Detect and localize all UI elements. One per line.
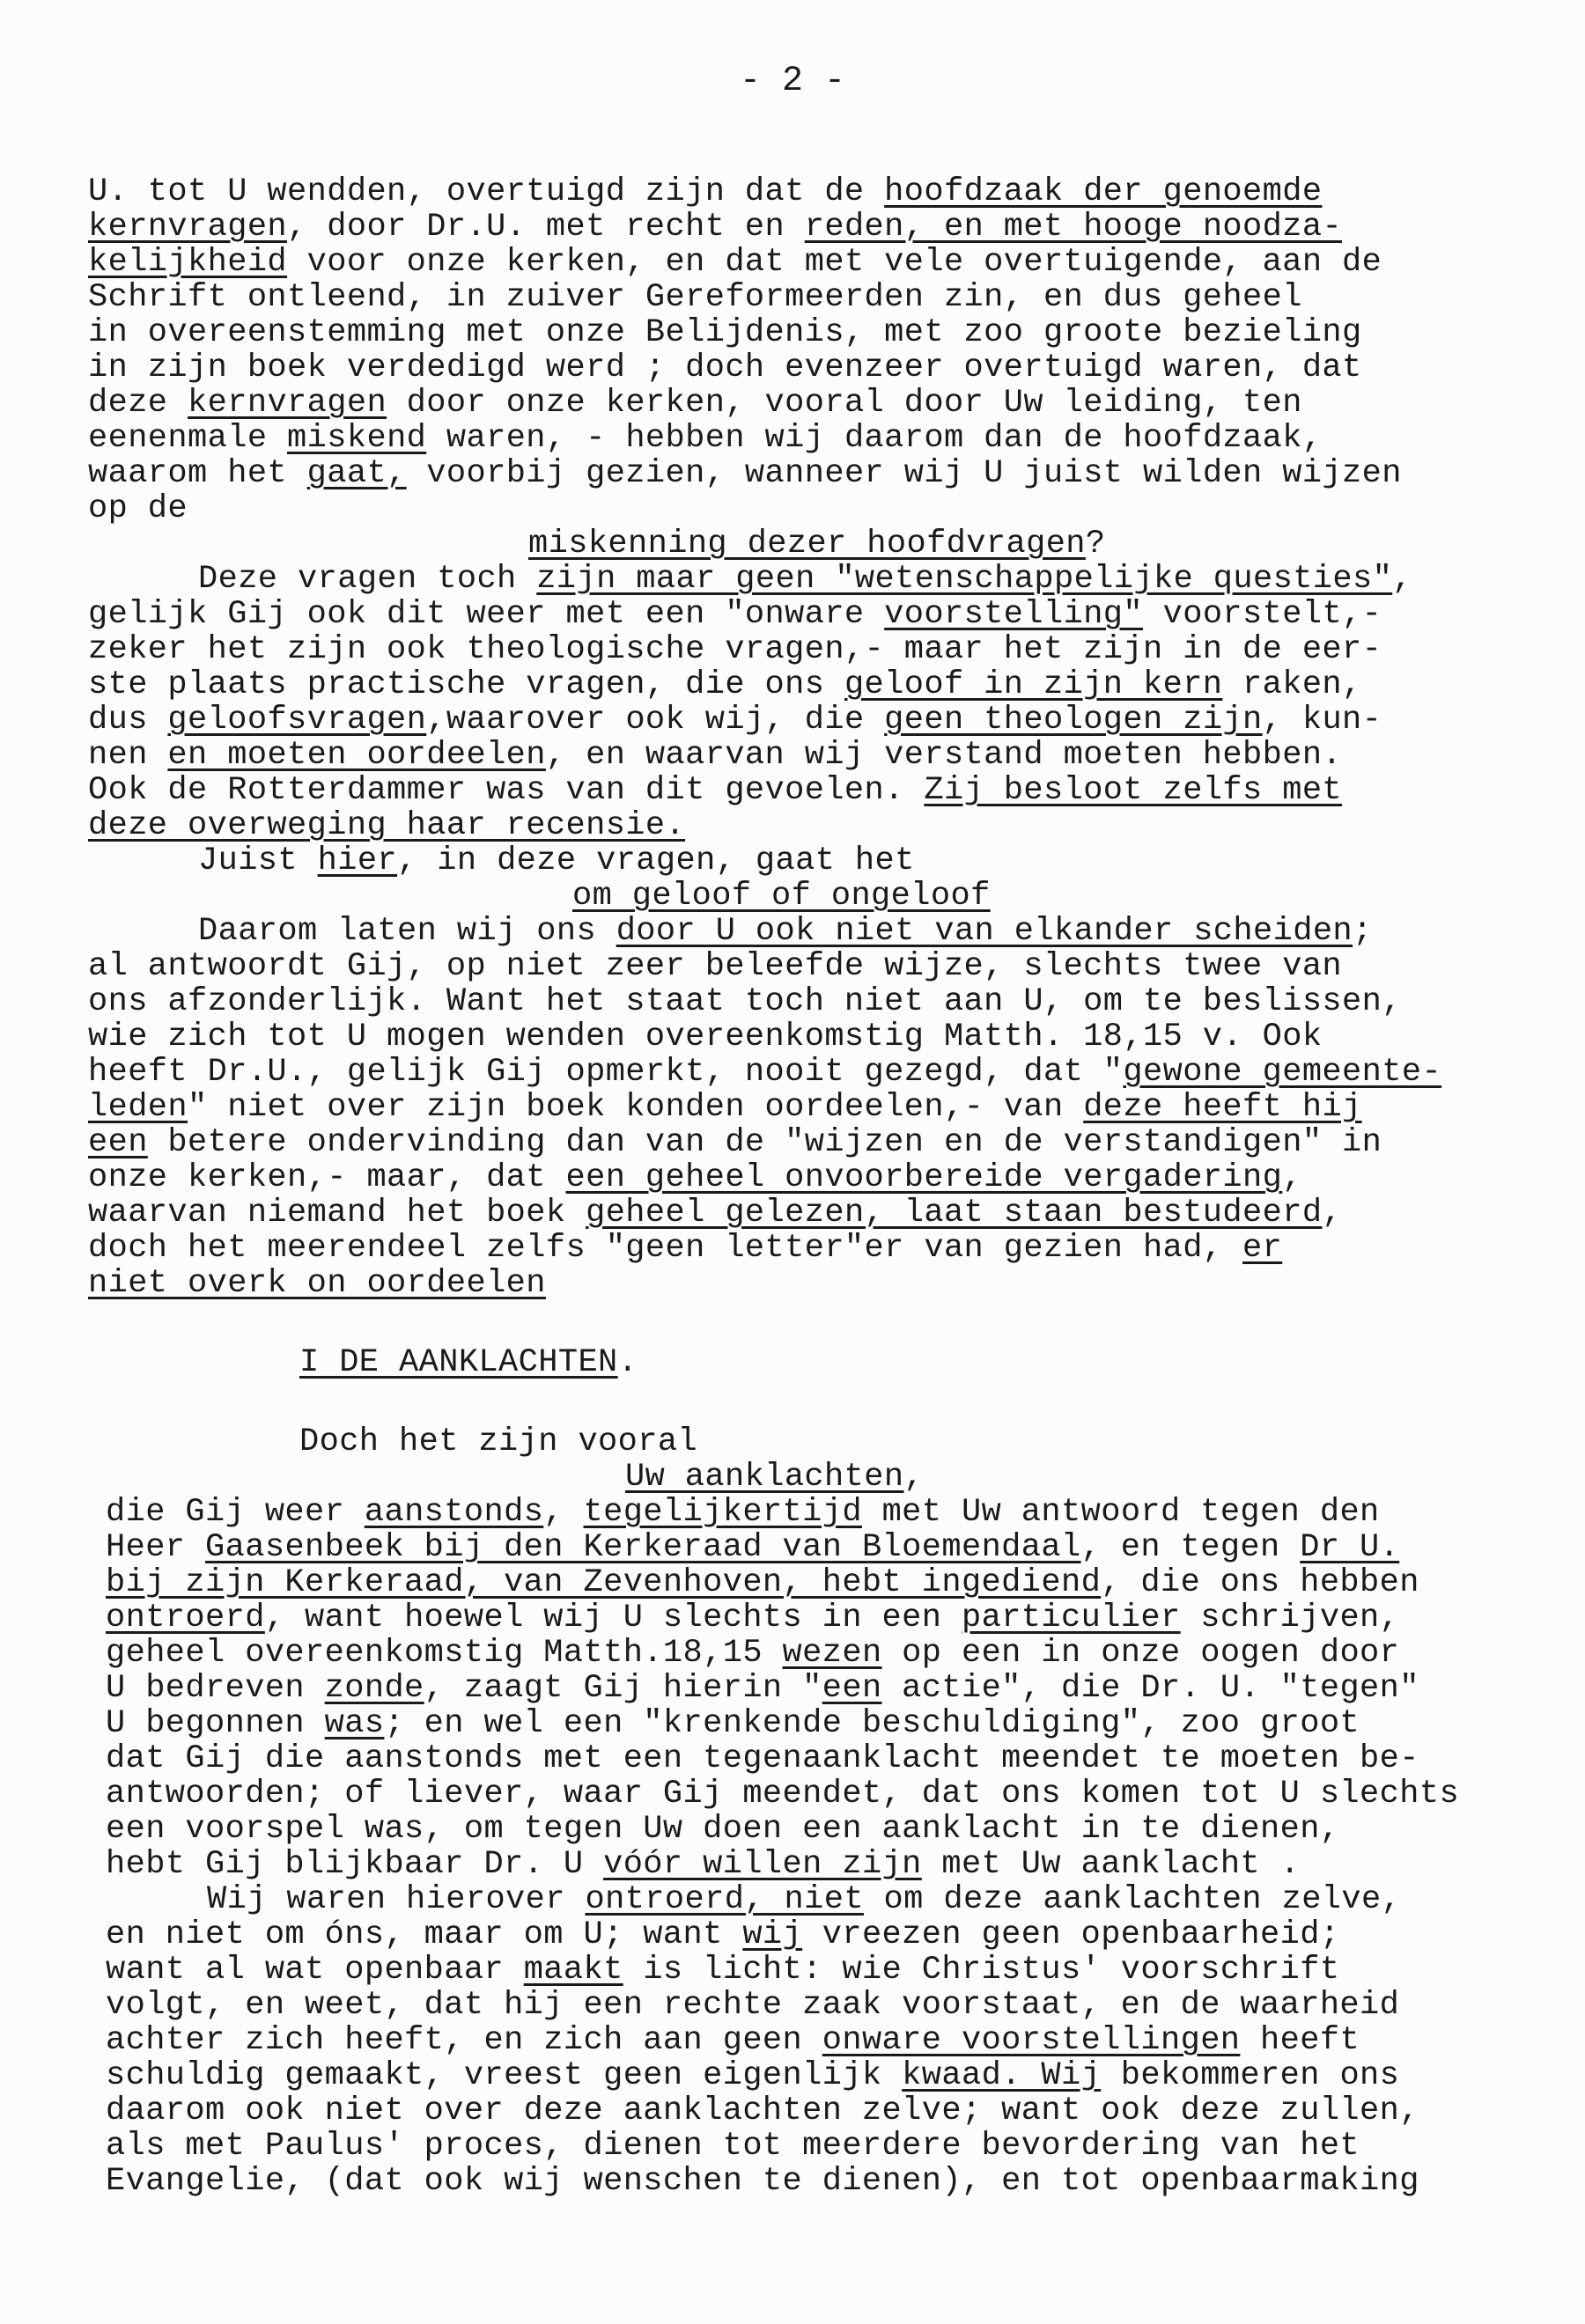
line-text: , kun- xyxy=(1262,702,1382,739)
line-text: Evangelie, (dat ook wij wenschen te dienen), en tot openbaarmaking xyxy=(106,2163,1419,2200)
text-line xyxy=(0,562,1585,597)
line-text: in zijn boek verdedigd werd ; doch evenzeer overtuigd waren, dat xyxy=(88,349,1362,386)
text-line xyxy=(0,984,1585,1019)
line-text: , zaagt Gij hierin " xyxy=(424,1670,822,1707)
text-line xyxy=(0,702,1585,738)
line-text: deze xyxy=(88,385,188,422)
line-text: waarvan niemand het boek xyxy=(88,1195,586,1232)
text-line xyxy=(0,245,1585,280)
line-text: Ook de Rotterdammer was van dit gevoelen. xyxy=(88,772,925,809)
text-line xyxy=(0,1953,1585,1988)
line-text: een voorspel was, om tegen Uw doen een aanklacht in te dienen, xyxy=(106,1811,1340,1848)
line-text: eenenmale xyxy=(88,420,288,457)
text-line xyxy=(0,2164,1585,2199)
line-text: ; xyxy=(1353,913,1373,950)
text-line xyxy=(0,280,1585,315)
line-text: en niet om óns, maar om U; want xyxy=(106,1916,743,1953)
line-text: Deze vragen toch xyxy=(198,561,537,598)
line-text: met Uw aanklacht . xyxy=(921,1846,1301,1883)
line-text: , want hoewel wij U slechts in een xyxy=(264,1600,962,1636)
line-text: door onze kerken, vooral door Uw leiding, ten xyxy=(387,385,1302,422)
text-line xyxy=(0,914,1585,949)
line-text: in overeenstemming met onze Belijdenis, met zoo groote bezieling xyxy=(88,314,1362,351)
underlined-text: kernvragen xyxy=(188,385,387,422)
underlined-text: vóór willen zijn xyxy=(603,1846,922,1883)
underlined-text: zijn maar geen "wetenschappelijke questies" xyxy=(536,561,1393,598)
line-text: , in deze vragen, gaat het xyxy=(397,842,915,879)
line-text: dus xyxy=(88,702,168,739)
text-line xyxy=(0,1460,1585,1495)
line-text: , die ons hebben xyxy=(1101,1564,1419,1601)
line-text: Schrift ontleend, in zuiver Gereformeerden zin, en dus geheel xyxy=(88,279,1302,316)
line-text: om deze aanklachten zelve, xyxy=(863,1881,1402,1918)
text-line xyxy=(0,949,1585,984)
underlined-text: gaat, xyxy=(306,455,407,492)
underlined-text: bij zijn Kerkeraad, van Zevenhoven, hebt ingediend xyxy=(106,1564,1102,1601)
line-text: , xyxy=(903,1459,925,1496)
line-text: ons afzonderlijk. Want het staat toch niet aan U, om te beslissen, xyxy=(88,983,1402,1020)
line-text: doch het meerendeel zelfs "geen letter"er van gezien had, xyxy=(88,1230,1243,1267)
line-text: is licht: wie Christus' voorschrift xyxy=(623,1952,1340,1989)
line-text: ste plaats practische vragen, die ons xyxy=(88,666,844,703)
underlined-text: een xyxy=(822,1670,882,1707)
underlined-text: geheel gelezen, laat staan bestudeerd xyxy=(586,1195,1323,1232)
text-line xyxy=(0,1741,1585,1776)
text-line xyxy=(0,1882,1585,1917)
text-line xyxy=(0,1055,1585,1090)
underlined-text: geloof in zijn kern xyxy=(844,666,1223,703)
text-line xyxy=(0,315,1585,350)
line-text: wie zich tot U mogen wenden overeenkomstig Matth. 18,15 v. Ook xyxy=(88,1019,1323,1055)
text-line xyxy=(0,632,1585,667)
text-line xyxy=(0,456,1585,491)
underlined-text: tegelijkertijd xyxy=(583,1494,862,1531)
text-line xyxy=(0,2023,1585,2058)
text-line xyxy=(0,1019,1585,1055)
line-text: waarom het xyxy=(88,455,307,492)
line-text: voorbij gezien, wanneer wij U juist wilden wijzen xyxy=(406,455,1402,492)
text-line xyxy=(0,1125,1585,1160)
text-line xyxy=(0,1671,1585,1706)
line-text: bekommeren ons xyxy=(1101,2057,1400,2094)
underlined-text: maakt xyxy=(523,1952,623,1989)
underlined-text: deze heeft hij xyxy=(1083,1089,1362,1126)
line-text: met Uw antwoord tegen den xyxy=(861,1494,1380,1531)
line-text: op de xyxy=(88,490,188,527)
line-text: vreezen geen openbaarheid; xyxy=(802,1916,1340,1953)
line-text: gelijk Gij ook dit weer met een "onware xyxy=(88,596,885,633)
text-line xyxy=(0,526,1585,562)
underlined-text: geen theologen zijn xyxy=(884,702,1263,739)
underlined-text: hier xyxy=(317,842,398,879)
line-text: , en tegen xyxy=(1080,1529,1301,1566)
underlined-text: Dr U. xyxy=(1300,1529,1400,1566)
text-line xyxy=(0,773,1585,808)
underlined-text: ontroerd xyxy=(106,1600,265,1636)
line-text: U begonnen xyxy=(106,1705,325,1742)
line-text: al antwoordt Gij, op niet zeer beleefde wijze, slechts twee van xyxy=(88,948,1343,985)
text-line xyxy=(0,1424,1585,1460)
line-text: , en waarvan wij verstand moeten hebben. xyxy=(545,737,1343,774)
underlined-text: Zij besloot zelfs met xyxy=(924,772,1343,809)
underlined-text: een geheel onvoorbereide vergadering xyxy=(565,1159,1283,1196)
line-text: Wij waren hierover xyxy=(207,1881,586,1918)
underlined-text: ontroerd, niet xyxy=(585,1881,864,1918)
line-text: hebt Gij blijkbaar Dr. U xyxy=(106,1846,604,1883)
line-text: volgt, en weet, dat hij een rechte zaak voorstaat, en de waarheid xyxy=(106,1987,1400,2024)
underlined-text: Gaasenbeek bij den Kerkeraad van Bloemendaal xyxy=(205,1529,1081,1566)
underlined-text: wij xyxy=(742,1916,803,1953)
underlined-text: Uw aanklachten xyxy=(625,1459,904,1496)
line-text: U bedreven xyxy=(106,1670,325,1707)
line-text: voor onze kerken, en dat met vele overtuigende, aan de xyxy=(287,244,1382,281)
underlined-text: geloofsvragen xyxy=(167,702,427,739)
text-line xyxy=(0,1988,1585,2023)
underlined-text: kwaad. Wij xyxy=(902,2057,1102,2094)
line-text: antwoorden; of liever, waar Gij meendet, dat ons komen tot U slechts xyxy=(106,1776,1460,1813)
line-text: heeft Dr.U., gelijk Gij opmerkt, nooit gezegd, dat " xyxy=(88,1054,1124,1091)
line-text: actie", die Dr. U. "tegen" xyxy=(881,1670,1419,1707)
underlined-text: kernvragen xyxy=(88,209,288,246)
line-text: U. tot U wendden, overtuigd zijn dat de xyxy=(88,173,885,210)
underlined-text: kelijkheid xyxy=(88,244,288,281)
line-text: daarom ook niet over deze aanklachten zelve; want ook deze zullen, xyxy=(106,2092,1419,2129)
text-line xyxy=(0,386,1585,421)
underlined-text: niet overk on oordeelen xyxy=(88,1265,546,1302)
text-line xyxy=(0,1090,1585,1125)
text-line xyxy=(0,210,1585,245)
text-line xyxy=(0,1195,1585,1231)
line-text: , xyxy=(1282,1159,1302,1196)
line-text: nen xyxy=(88,737,168,774)
line-text: achter zich heeft, en zich aan geen xyxy=(106,2022,822,2059)
line-text: , xyxy=(543,1494,584,1531)
underlined-text: voorstelling" xyxy=(884,596,1144,633)
text-line xyxy=(0,1231,1585,1266)
line-text: die Gij weer xyxy=(106,1494,365,1531)
underlined-text: door U ook niet van elkander scheiden xyxy=(616,913,1353,950)
text-line xyxy=(0,350,1585,386)
underlined-text: miskend xyxy=(287,420,427,457)
text-line xyxy=(0,2129,1585,2164)
line-text: Heer xyxy=(106,1529,206,1566)
line-text: schuldig gemaakt, vreest geen eigenlijk xyxy=(106,2057,903,2094)
text-line xyxy=(0,1380,1585,1424)
line-text: , door Dr.U. met recht en xyxy=(287,209,805,246)
text-line xyxy=(0,2058,1585,2093)
line-text: waren, - hebben wij daarom dan de hoofdzaak, xyxy=(426,420,1323,457)
text-line xyxy=(0,1565,1585,1600)
underlined-text: reden, en met hooge noodza- xyxy=(804,209,1343,246)
text-line xyxy=(0,1812,1585,1847)
underlined-text: een xyxy=(88,1124,148,1161)
underlined-text: gewone gemeente- xyxy=(1123,1054,1442,1091)
underlined-text: I DE AANKLACHTEN xyxy=(299,1344,618,1381)
text-line xyxy=(0,1706,1585,1741)
underlined-text: zonde xyxy=(324,1670,424,1707)
text-line xyxy=(0,1636,1585,1671)
line-text: Doch het zijn vooral xyxy=(299,1423,698,1460)
text-line xyxy=(0,1495,1585,1530)
underlined-text: was xyxy=(324,1705,385,1742)
text-line xyxy=(0,1345,1585,1380)
underlined-text: onware voorstellingen xyxy=(822,2022,1241,2059)
underlined-text: er xyxy=(1242,1230,1283,1267)
line-text: , xyxy=(1322,1195,1343,1232)
underlined-text: hoofdzaak der genoemde xyxy=(884,173,1323,210)
line-text: voorstelt,- xyxy=(1143,596,1382,633)
line-text: geheel overeenkomstig Matth.18,15 xyxy=(106,1635,783,1672)
underlined-text: en moeten oordeelen xyxy=(167,737,546,774)
line-text: Daarom laten wij ons xyxy=(198,913,616,950)
line-text: , xyxy=(1392,561,1412,598)
text-line xyxy=(0,1776,1585,1812)
line-text: ; en wel een "krenkende beschuldiging", zoo groot xyxy=(384,1705,1360,1742)
line-text: Juist xyxy=(198,842,318,879)
text-line xyxy=(0,1160,1585,1195)
underlined-text: wezen xyxy=(782,1635,882,1672)
text-line xyxy=(0,1847,1585,1882)
underlined-text: miskenning dezer hoofdvragen xyxy=(528,526,1086,563)
text-line xyxy=(0,843,1585,879)
text-line xyxy=(0,597,1585,632)
line-text: ,waarover ook wij, die xyxy=(426,702,885,739)
text-line xyxy=(0,1917,1585,1953)
page-number: - 2 - xyxy=(739,62,846,101)
text-line xyxy=(0,738,1585,773)
underlined-text: particulier xyxy=(961,1600,1181,1636)
line-text: raken, xyxy=(1222,666,1362,703)
line-text: ? xyxy=(1085,526,1106,563)
text-line xyxy=(0,1530,1585,1565)
line-text: op een in onze oogen door xyxy=(881,1635,1400,1672)
line-text: . xyxy=(617,1344,638,1381)
line-text: schrijven, xyxy=(1180,1600,1400,1636)
line-text: onze kerken,- maar, dat xyxy=(88,1159,566,1196)
underlined-text: leden xyxy=(88,1089,188,1126)
line-text: dat Gij die aanstonds met een tegenaanklacht meendet te moeten be- xyxy=(106,1740,1419,1777)
text-line xyxy=(0,1600,1585,1636)
text-line xyxy=(0,667,1585,702)
line-text: heeft xyxy=(1240,2022,1360,2059)
line-text: als met Paulus' proces, dienen tot meerdere bevordering van het xyxy=(106,2128,1360,2165)
underlined-text: deze overweging haar recensie. xyxy=(88,807,686,844)
text-line xyxy=(0,1266,1585,1301)
underlined-text: aanstonds xyxy=(364,1494,544,1531)
body-text xyxy=(0,174,1585,2199)
underlined-text: om geloof of ongeloof xyxy=(572,878,991,915)
text-line xyxy=(0,808,1585,843)
text-line xyxy=(0,421,1585,456)
text-line xyxy=(0,2093,1585,2129)
text-line xyxy=(0,174,1585,210)
line-text: betere ondervinding dan van de "wijzen en de verstandigen" in xyxy=(147,1124,1382,1161)
line-text: want al wat openbaar xyxy=(106,1952,524,1989)
line-text: zeker het zijn ook theologische vragen,- maar het zijn in de eer- xyxy=(88,631,1382,668)
text-line xyxy=(0,1301,1585,1345)
line-text: " niet over zijn boek konden oordeelen,- van xyxy=(188,1089,1084,1126)
text-line xyxy=(0,879,1585,914)
text-line xyxy=(0,491,1585,526)
